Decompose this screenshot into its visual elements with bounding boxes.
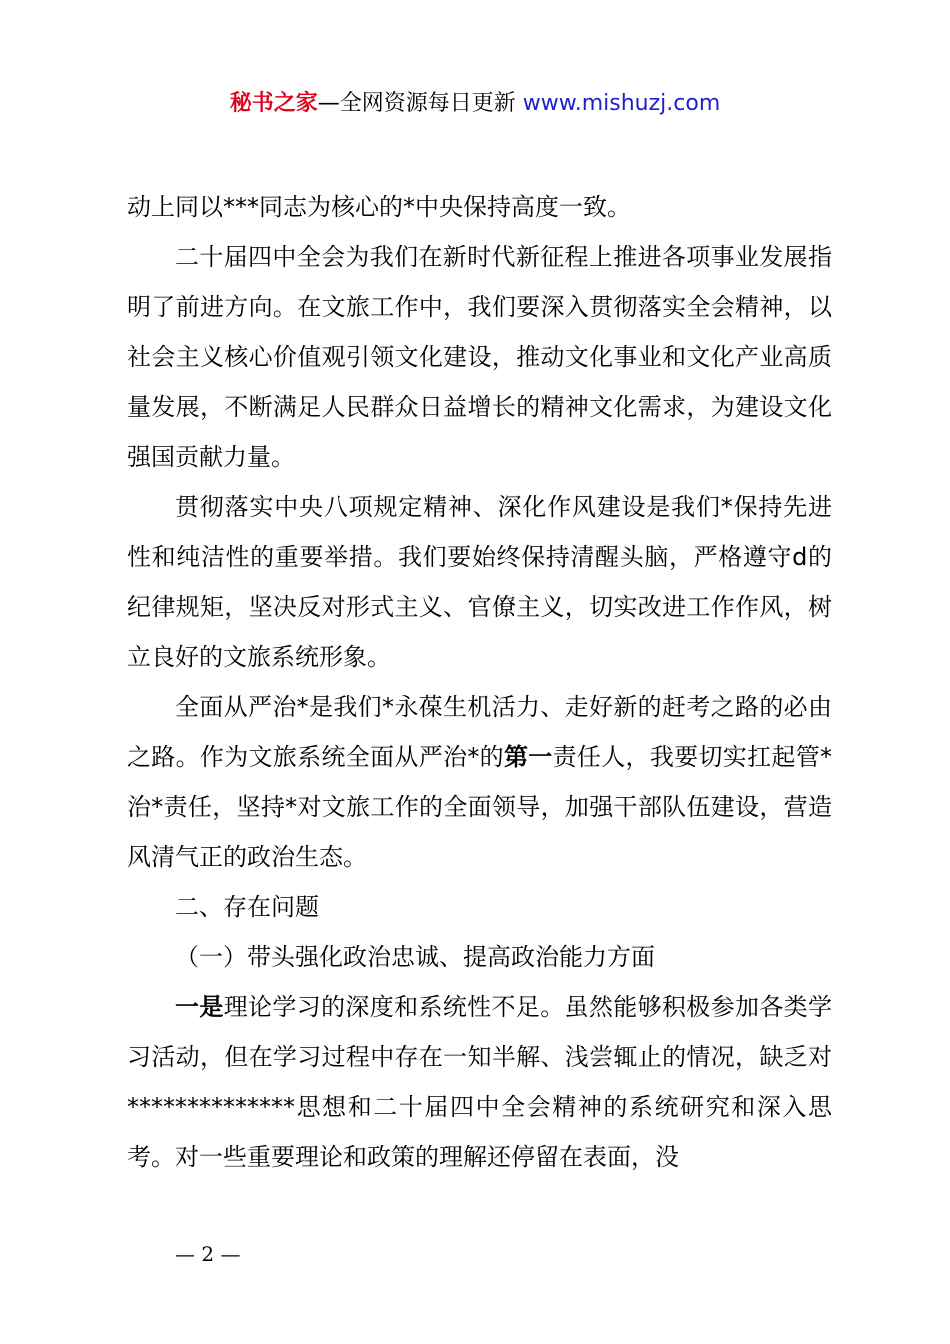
paragraph: 贯彻落实中央八项规定精神、深化作风建设是我们*保持先进性和纯洁性的重要举措。我们要始终保持清醒头脑，严格遵守d的纪律规矩，坚决反对形式主义、官僚主义，切实改进工作作风，树立良好的文旅系统形象。 xyxy=(127,493,832,671)
header-tagline: —全网资源每日更新 xyxy=(317,91,516,116)
bold-text: 第一 xyxy=(503,743,553,771)
paragraph-text: 理论学习的深度和系统性不足。虽然能够积极参加各类学习活动，但在学习过程中存在一知半解、浅尝辄止的情况，缺乏对**************思想和二十届四中全会精神的系统研究和深入思考。对一些重要理论和政策的理解还停留在表面，没 xyxy=(127,993,833,1171)
paragraph-text: 责任人，我要切实扛起管*治*责任，坚持*对文旅工作的全面领导，加强干部队伍建设，营造风清气正的政治生态。 xyxy=(127,743,833,871)
paragraph-text: 全面从严治*是我们*永葆生机活力、走好新的赶考之路的必由之路。作为文旅系统全面从严治*的 xyxy=(127,693,832,771)
paragraph: 二十届四中全会为我们在新时代新征程上推进各项事业发展指明了前进方向。在文旅工作中，我们要深入贯彻落实全会精神，以社会主义核心价值观引领文化建设，推动文化事业和文化产业高质量发展，不断满足人民群众日益增长的精神文化需求，为建设文化强国贡献力量。 xyxy=(127,243,832,471)
document-body xyxy=(127,182,832,1182)
paragraph xyxy=(127,982,832,1182)
bold-lead: 一是 xyxy=(175,993,224,1021)
page-header xyxy=(0,88,950,120)
paragraph-continuation: 动上同以***同志为核心的*中央保持高度一致。 xyxy=(127,193,631,221)
page-number: — 2 — xyxy=(175,1242,241,1266)
subsection-heading: （一）带头强化政治忠诚、提高政治能力方面 xyxy=(175,943,655,971)
section-heading: 二、存在问题 xyxy=(175,893,319,921)
header-url-link[interactable]: www.mishuzj.com xyxy=(522,91,721,116)
header-brand: 秘书之家 xyxy=(229,91,318,116)
paragraph xyxy=(127,682,832,882)
